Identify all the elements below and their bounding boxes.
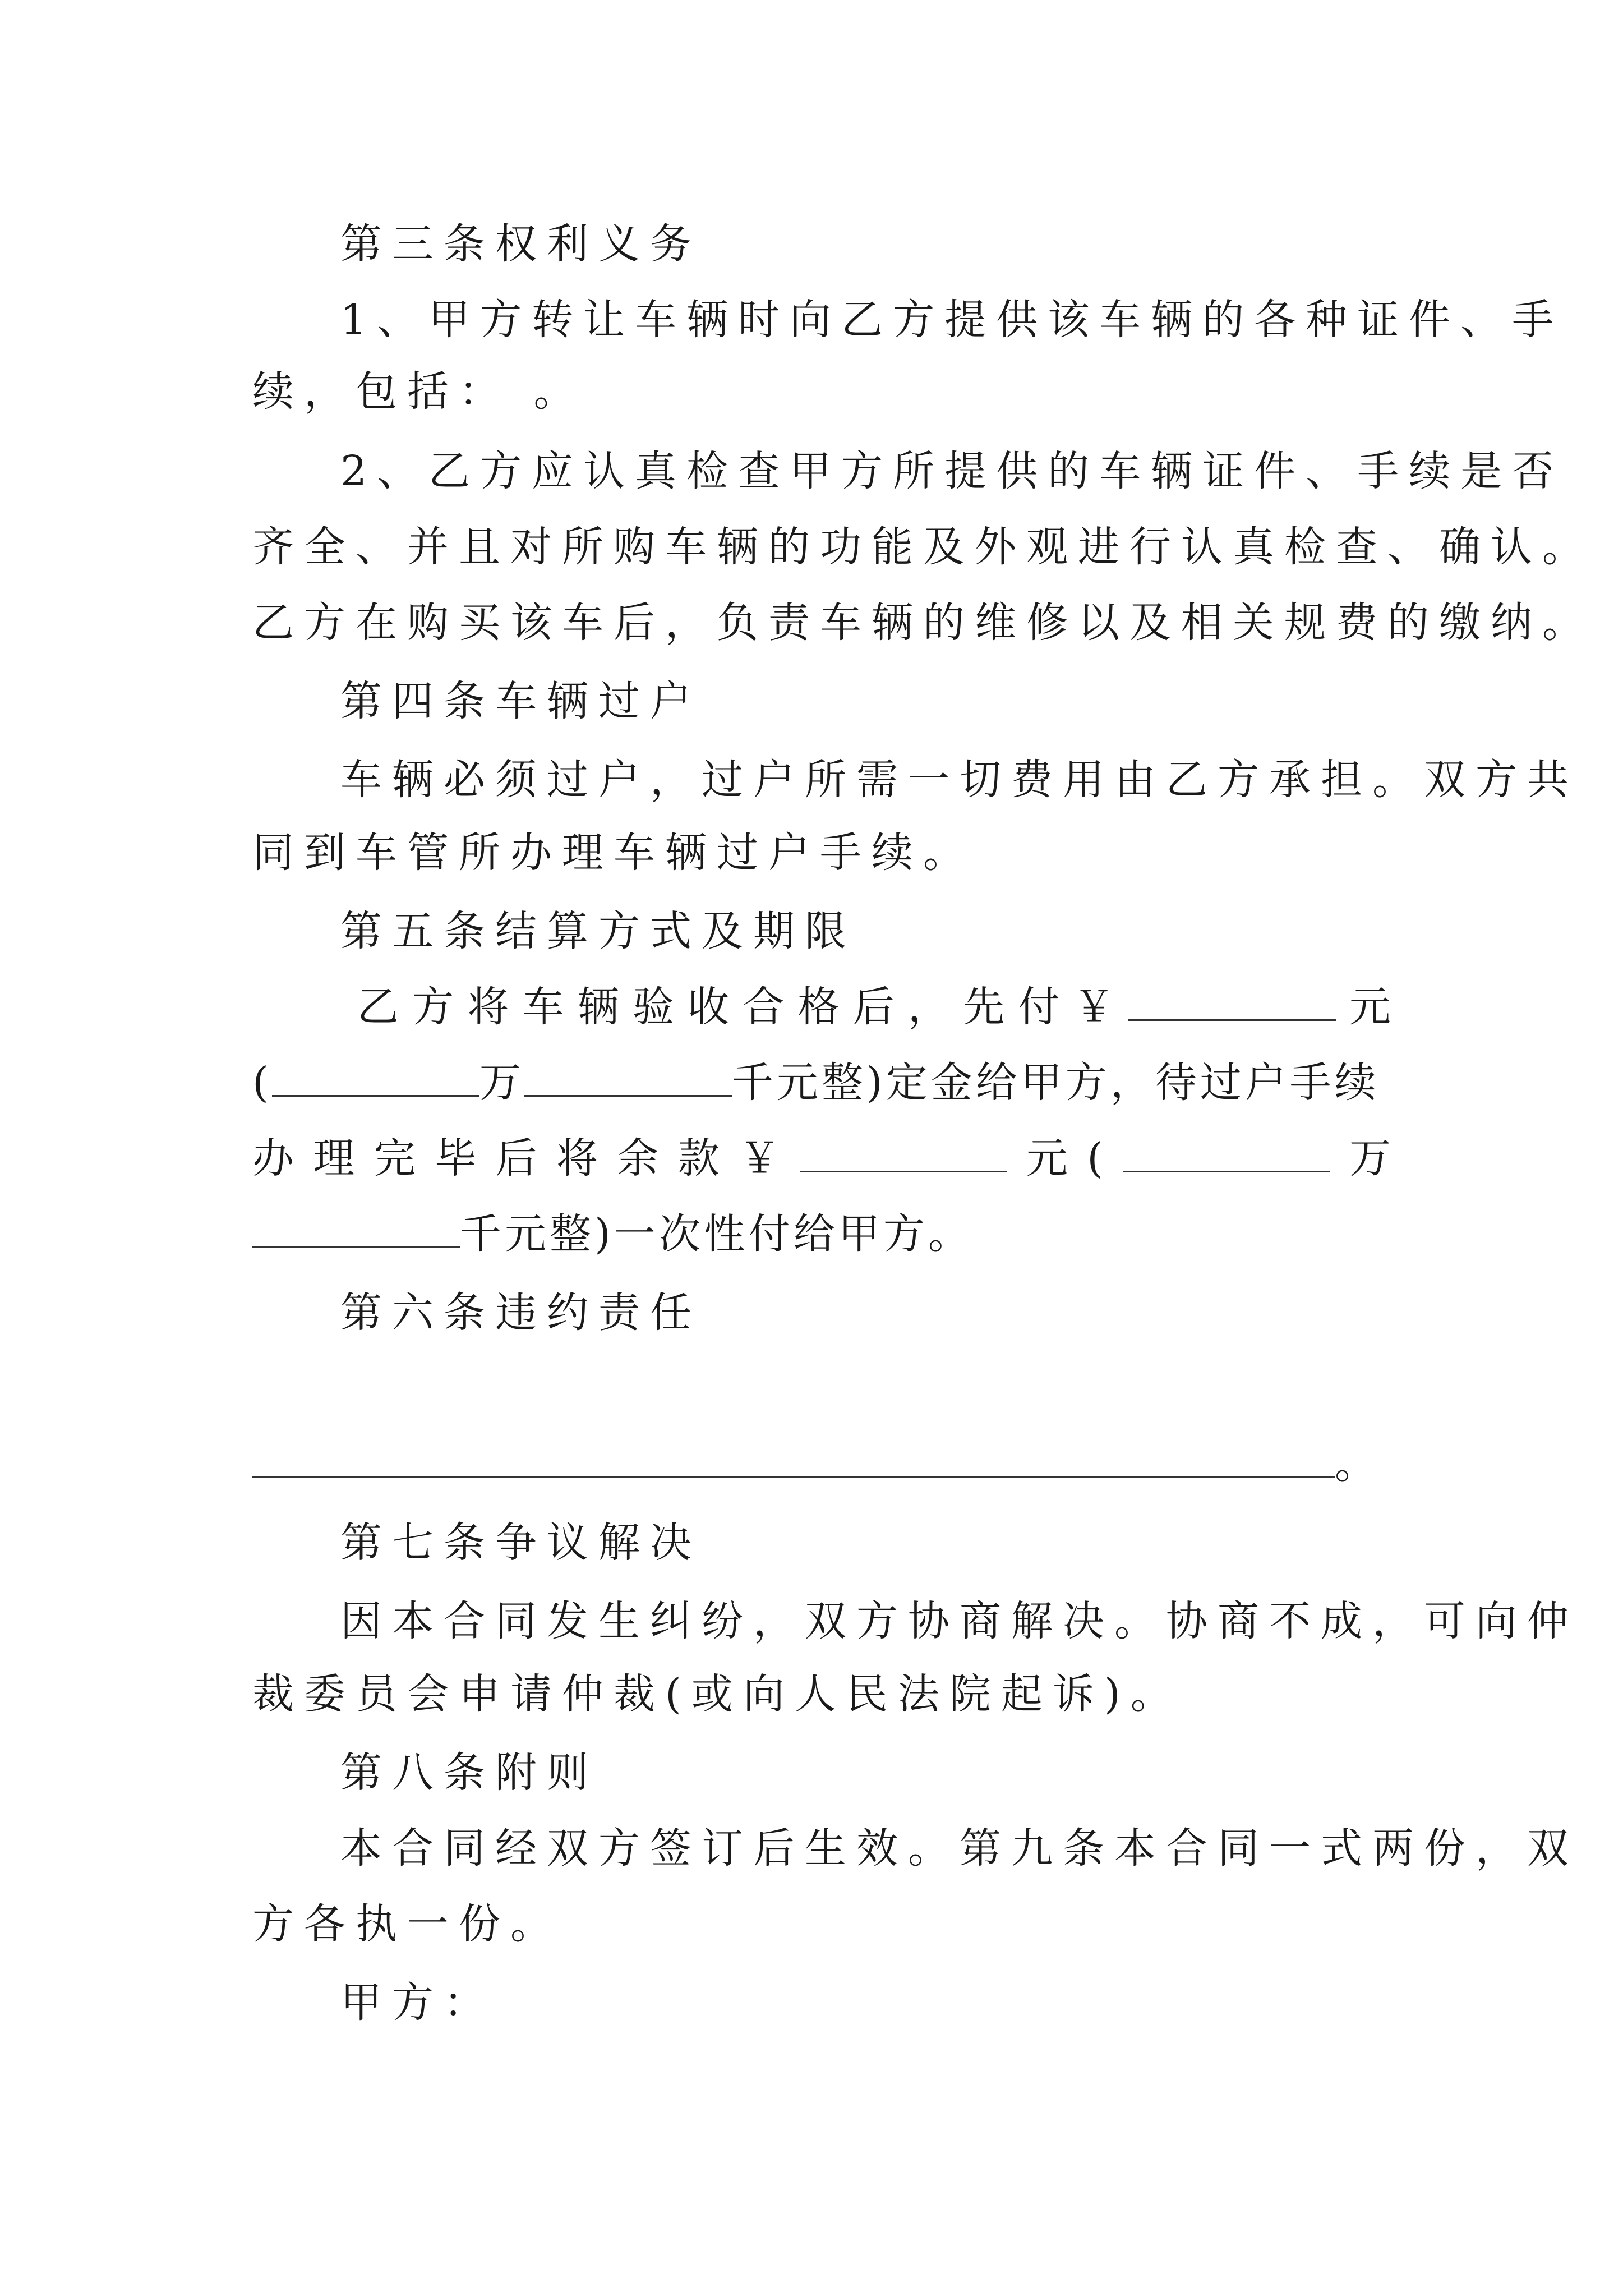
char: 后	[852, 983, 895, 1031]
deposit-qian-blank[interactable]	[524, 1056, 732, 1097]
char: 合	[743, 983, 785, 1031]
art5-line4-text: 千元整)一次性付给甲方。	[460, 1210, 973, 1258]
art8-line1: 本合同经双方签订后生效。第九条本合同一式两份，双	[340, 1824, 1579, 1872]
char: 格	[797, 983, 840, 1031]
balance-wan-blank[interactable]	[1123, 1131, 1330, 1172]
art5-line3	[252, 1130, 1391, 1186]
art7-line1: 因本合同发生纠纷，双方协商解决。协商不成，可向仲	[340, 1597, 1579, 1645]
art3-p2-line1: 2、乙方应认真检查甲方所提供的车辆证件、手续是否	[340, 447, 1564, 495]
article-3-title: 第三条权利义务	[340, 220, 702, 268]
breach-liability-blank[interactable]	[252, 1437, 1335, 1478]
art5-line2	[252, 1055, 1391, 1111]
char: 车	[522, 983, 564, 1031]
char: 完	[374, 1134, 416, 1182]
char: 万	[1349, 1134, 1391, 1182]
char: 方	[412, 983, 454, 1031]
char: 元	[1349, 983, 1391, 1031]
char: 付	[1018, 983, 1060, 1031]
article-8-title: 第八条附则	[340, 1749, 598, 1797]
art3-p2-line3: 乙方在购买该车后，负责车辆的维修以及相关规费的缴纳。	[252, 599, 1594, 647]
art5-line2-text: 千元整)定金给甲方，待过户手续	[731, 1059, 1380, 1107]
char: 收	[688, 983, 730, 1031]
paren: (	[1087, 1134, 1104, 1182]
char: 将	[467, 983, 509, 1031]
char: ，	[907, 983, 949, 1031]
art5-line4	[252, 1206, 1391, 1262]
deposit-amount-blank[interactable]	[1128, 980, 1336, 1021]
period: 。	[1335, 1440, 1376, 1488]
char: ￥	[739, 1134, 781, 1182]
char: 验	[632, 983, 674, 1031]
article-4-title: 第四条车辆过户	[340, 677, 702, 725]
char: 理	[313, 1134, 355, 1182]
deposit-wan-blank[interactable]	[272, 1056, 479, 1097]
char: 乙	[357, 983, 399, 1031]
char: 元	[1026, 1134, 1068, 1182]
char: 将	[556, 1134, 598, 1182]
char: 后	[495, 1134, 537, 1182]
art6-blank-line	[252, 1436, 1391, 1492]
paren: (	[252, 1059, 272, 1107]
balance-qian-blank[interactable]	[252, 1207, 460, 1248]
char: 辆	[577, 983, 619, 1031]
art3-p1-line1: 1、甲方转让车辆时向乙方提供该车辆的各种证件、手	[340, 296, 1564, 344]
char: 毕	[435, 1134, 477, 1182]
char: 先	[963, 983, 1005, 1031]
art8-line2: 方各执一份。	[252, 1900, 562, 1948]
art3-p2-line2: 齐全、并且对所购车辆的功能及外观进行认真检查、确认。	[252, 523, 1594, 571]
char: 余	[617, 1134, 659, 1182]
art3-p1-line2: 续，包括： 。	[252, 367, 585, 416]
article-5-title: 第五条结算方式及期限	[340, 907, 856, 955]
wan-label: 万	[479, 1059, 524, 1107]
char: ￥	[1073, 983, 1115, 1031]
party-a-label: 甲方：	[340, 1978, 495, 2027]
balance-amount-blank[interactable]	[800, 1131, 1007, 1172]
art4-line1: 车辆必须过户，过户所需一切费用由乙方承担。双方共	[340, 756, 1579, 804]
article-6-title: 第六条违约责任	[340, 1289, 702, 1337]
art7-line2: 裁委员会申请仲裁(或向人民法院起诉)。	[252, 1670, 1182, 1718]
art4-line2: 同到车管所办理车辆过户手续。	[252, 829, 975, 877]
art5-line1	[357, 979, 1391, 1035]
article-7-title: 第七条争议解决	[340, 1519, 702, 1567]
char: 款	[677, 1134, 720, 1182]
char: 办	[252, 1134, 294, 1182]
